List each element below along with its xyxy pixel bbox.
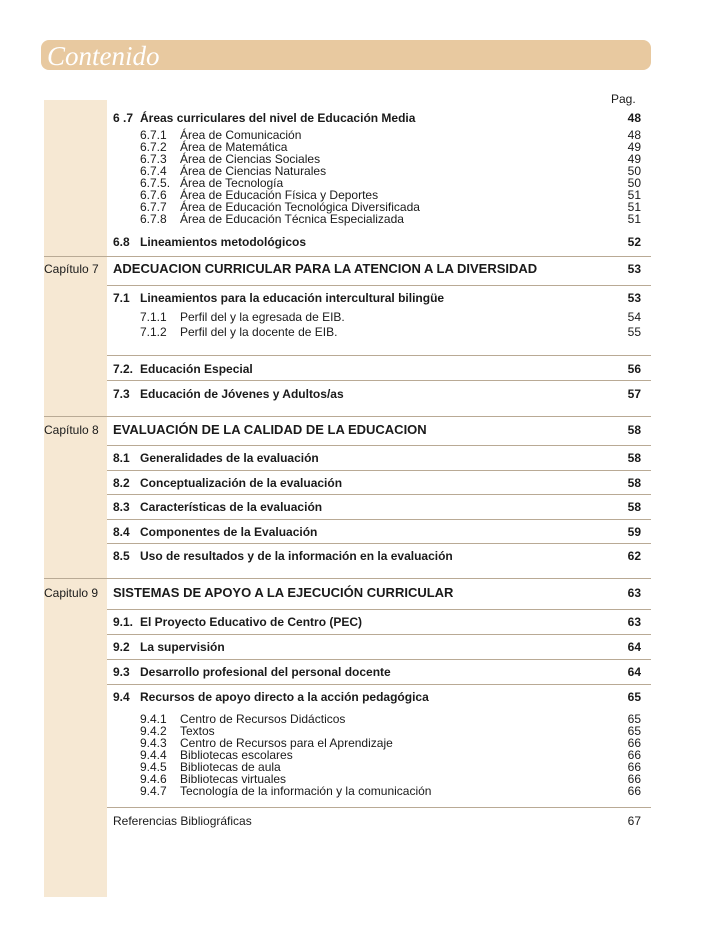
subsection-title: Centro de Recursos Didácticos bbox=[180, 712, 346, 726]
subsection-number: 9.4.2 bbox=[140, 724, 167, 738]
section-number: 8.1 bbox=[113, 451, 130, 465]
section-number: 7.2. bbox=[113, 362, 134, 376]
subsection-number: 6.7.7 bbox=[140, 200, 167, 214]
separator-line bbox=[44, 256, 651, 257]
separator-line bbox=[107, 684, 651, 685]
section-number: 7.3 bbox=[113, 387, 130, 401]
page-number: 64 bbox=[627, 640, 641, 654]
page-number: 50 bbox=[627, 176, 641, 190]
page-number: 48 bbox=[627, 111, 641, 125]
separator-line bbox=[107, 494, 651, 495]
subsection-number: 6.7.5. bbox=[140, 176, 171, 190]
page-number: 65 bbox=[627, 690, 641, 704]
section-title: Uso de resultados y de la información en la evaluación bbox=[140, 549, 453, 563]
section-title: Recursos de apoyo directo a la acción pedagógica bbox=[140, 690, 429, 704]
subsection-number: 7.1.2 bbox=[140, 325, 167, 339]
separator-line bbox=[107, 380, 651, 381]
separator-line bbox=[107, 445, 651, 446]
section-number: 7.1 bbox=[113, 291, 130, 305]
page-number: 57 bbox=[627, 387, 641, 401]
section-title: Componentes de la Evaluación bbox=[140, 525, 318, 539]
subsection-number: 6.7.1 bbox=[140, 128, 167, 142]
subsection-title: Textos bbox=[180, 724, 215, 738]
page-number: 58 bbox=[627, 451, 641, 465]
separator-line bbox=[107, 519, 651, 520]
subsection-title: Área de Comunicación bbox=[180, 128, 302, 142]
section-title: Educación de Jóvenes y Adultos/as bbox=[140, 387, 344, 401]
page-number: 51 bbox=[627, 200, 641, 214]
page-number: 51 bbox=[627, 212, 641, 226]
chapter-title: ADECUACION CURRICULAR PARA LA ATENCION A LA DIVERSIDAD bbox=[113, 261, 538, 276]
subsection-title: Bibliotecas escolares bbox=[180, 748, 293, 762]
page-number: 52 bbox=[627, 235, 641, 249]
section-title: Áreas curriculares del nivel de Educación Media bbox=[140, 111, 416, 125]
page-number: 65 bbox=[627, 712, 641, 726]
separator-line bbox=[44, 578, 651, 579]
page-number: 49 bbox=[627, 152, 641, 166]
subsection-title: Área de Ciencias Naturales bbox=[180, 164, 327, 178]
page-number: 59 bbox=[627, 525, 641, 539]
page-number: 66 bbox=[627, 748, 641, 762]
section-title: Conceptualización de la evaluación bbox=[140, 476, 343, 490]
subsection-title: Área de Ciencias Sociales bbox=[180, 152, 321, 166]
page-number: 58 bbox=[627, 423, 641, 437]
page-number: 55 bbox=[627, 325, 641, 339]
subsection-number: 9.4.5 bbox=[140, 760, 167, 774]
subsection-number: 9.4.1 bbox=[140, 712, 167, 726]
section-number: 6 .7 bbox=[113, 111, 134, 125]
page-number: 63 bbox=[627, 615, 641, 629]
page-number: 63 bbox=[627, 586, 641, 600]
subsection-number: 9.4.7 bbox=[140, 784, 167, 798]
page-number: 66 bbox=[627, 784, 641, 798]
subsection-number: 6.7.8 bbox=[140, 212, 167, 226]
subsection-title: Área de Educación Tecnológica Diversificada bbox=[180, 200, 420, 214]
separator-line bbox=[107, 634, 651, 635]
subsection-title: Área de Educación Técnica Especializada bbox=[180, 212, 404, 226]
subsection-title: Centro de Recursos para el Aprendizaje bbox=[180, 736, 393, 750]
chapter-title: SISTEMAS DE APOYO A LA EJECUCIÓN CURRICULAR bbox=[113, 585, 454, 600]
section-number: 9.1. bbox=[113, 615, 134, 629]
subsection-title: Tecnología de la información y la comunicación bbox=[180, 784, 432, 798]
section-title: Lineamientos metodológicos bbox=[140, 235, 307, 249]
subsection-number: 9.4.3 bbox=[140, 736, 167, 750]
page-number: 62 bbox=[627, 549, 641, 563]
page-number: 51 bbox=[627, 188, 641, 202]
subsection-number: 9.4.6 bbox=[140, 772, 167, 786]
subsection-title: Área de Matemática bbox=[180, 140, 288, 154]
subsection-number: 9.4.4 bbox=[140, 748, 167, 762]
separator-line bbox=[44, 416, 651, 417]
section-title: Desarrollo profesional del personal docente bbox=[140, 665, 391, 679]
section-number: 9.4 bbox=[113, 690, 130, 704]
chapter-label: Capitulo 9 bbox=[44, 586, 99, 600]
page-number: 67 bbox=[627, 814, 641, 828]
chapter-label: Capítulo 8 bbox=[44, 423, 99, 437]
page-number: 53 bbox=[627, 262, 641, 276]
section-number: 8.3 bbox=[113, 500, 130, 514]
page-number: 66 bbox=[627, 760, 641, 774]
page-number: 66 bbox=[627, 772, 641, 786]
section-title: Lineamientos para la educación intercultural bilingüe bbox=[140, 291, 445, 305]
section-number: 8.5 bbox=[113, 549, 130, 563]
subsection-title: Bibliotecas de aula bbox=[180, 760, 281, 774]
chapter-title: EVALUACIÓN DE LA CALIDAD DE LA EDUCACION bbox=[113, 422, 427, 437]
section-number: 8.2 bbox=[113, 476, 130, 490]
separator-line bbox=[107, 285, 651, 286]
page-number: 66 bbox=[627, 736, 641, 750]
section-title: La supervisión bbox=[140, 640, 225, 654]
separator-line bbox=[107, 543, 651, 544]
section-title: El Proyecto Educativo de Centro (PEC) bbox=[140, 615, 363, 629]
page-number: 56 bbox=[627, 362, 641, 376]
section-number: 8.4 bbox=[113, 525, 130, 539]
subsection-title: Perfil del y la docente de EIB. bbox=[180, 325, 338, 339]
separator-line bbox=[107, 470, 651, 471]
subsection-title: Perfil del y la egresada de EIB. bbox=[180, 310, 345, 324]
section-title: Educación Especial bbox=[140, 362, 253, 376]
page-number: 58 bbox=[627, 476, 641, 490]
header-banner bbox=[41, 40, 651, 70]
subsection-number: 6.7.6 bbox=[140, 188, 167, 202]
page-number: 53 bbox=[627, 291, 641, 305]
page-number: 58 bbox=[627, 500, 641, 514]
references-title: Referencias Bibliográficas bbox=[113, 814, 252, 828]
chapter-label-column bbox=[44, 100, 107, 897]
subsection-number: 6.7.3 bbox=[140, 152, 167, 166]
section-title: Características de la evaluación bbox=[140, 500, 323, 514]
subsection-title: Área de Educación Física y Deportes bbox=[180, 188, 379, 202]
page-number: 65 bbox=[627, 724, 641, 738]
page-number: 48 bbox=[627, 128, 641, 142]
page-column-header: Pag. bbox=[611, 92, 636, 106]
page-number: 54 bbox=[627, 310, 641, 324]
page-number: 50 bbox=[627, 164, 641, 178]
section-number: 9.3 bbox=[113, 665, 130, 679]
section-number: 6.8 bbox=[113, 235, 130, 249]
page-number: 49 bbox=[627, 140, 641, 154]
page-number: 64 bbox=[627, 665, 641, 679]
separator-line bbox=[107, 807, 651, 808]
separator-line bbox=[107, 609, 651, 610]
section-title: Generalidades de la evaluación bbox=[140, 451, 319, 465]
separator-line bbox=[107, 659, 651, 660]
subsection-title: Área de Tecnología bbox=[180, 176, 284, 190]
separator-line bbox=[107, 355, 651, 356]
subsection-number: 6.7.4 bbox=[140, 164, 167, 178]
subsection-title: Bibliotecas virtuales bbox=[180, 772, 287, 786]
subsection-number: 6.7.2 bbox=[140, 140, 167, 154]
chapter-label: Capítulo 7 bbox=[44, 262, 99, 276]
page-title: Contenido bbox=[47, 41, 160, 71]
subsection-number: 7.1.1 bbox=[140, 310, 167, 324]
section-number: 9.2 bbox=[113, 640, 130, 654]
